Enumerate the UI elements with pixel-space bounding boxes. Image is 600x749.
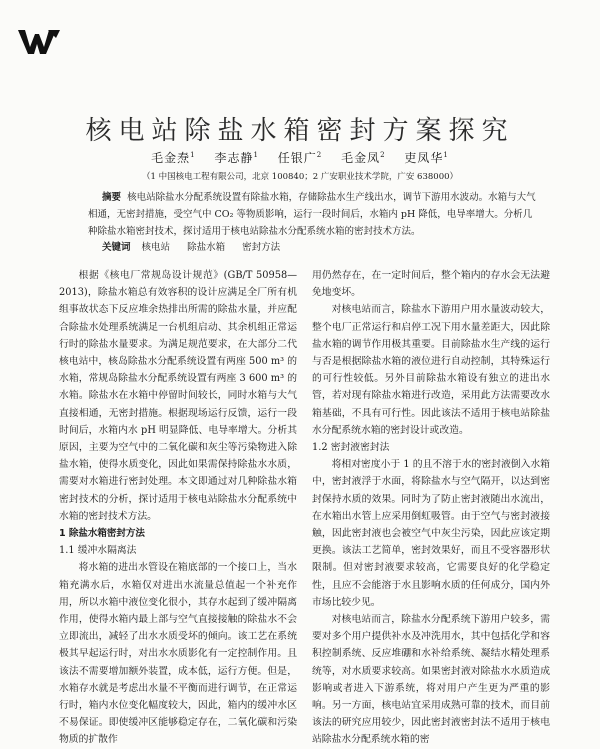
paper-title: 核电站除盐水箱密封方案探究 — [85, 116, 515, 146]
paragraph: 将相对密度小于 1 的且不溶于水的密封液倒入水箱中，密封液浮于水面，将除盐水与空气隔开，以达到密封保持水质的效果。同时为了防止密封液随出水流出，在水箱出水管上应采用倒虹吸管。由于空气与密封液接触，因此密封液也会被空气中灰尘污染，因此应该定期更换。该法工艺简单，密封效果好，而且不受容器形状限制。但对密封液要求较高，它需要良好的化学稳定性，且应不会能溶于水且影响水质的任何成分，国内外市场比较少见。 — [312, 459, 550, 608]
subsection-heading: 1.2 密封液密封法 — [312, 442, 390, 454]
section-heading: 1 除盐水箱密封方法 — [59, 528, 145, 540]
author-list — [0, 149, 600, 166]
left-column — [59, 267, 297, 749]
author: 毛金凤$^2$ — [341, 151, 386, 165]
author: 李志静$^1$ — [214, 151, 259, 165]
paragraph: 对核电站而言，除盐水下游用户用水量波动较大，整个电厂正常运行和启停工况下用水量差距大，因此除盐水箱的调节作用极其重要。目前除盐水生产线的运行与否是根据除盐水箱的液位进行自动控制，其特殊运行的可行性较低。另外目前除盐水箱设有独立的进出水管，若对现有除盐水箱进行改造，采用此方法需要改水箱基础，不具有可行性。因此该法不适用于核电站除盐水分配系统水箱的密封设计或改造。 — [312, 304, 550, 436]
keyword: 除盐水箱 — [187, 242, 226, 253]
keyword: 密封方法 — [242, 242, 281, 253]
journal-logo-icon — [18, 28, 60, 56]
abstract — [88, 189, 540, 240]
paragraph: 根据《核电厂常规岛设计规范》(GB/T 50958—2013)，除盐水箱总有效容积的设计应满足全厂所有机组事故状态下反应堆余热排出所需的除盐水量，并应配合除盐水处理系统满足一台机组启动、其余机组正常运行时的除盐水量要求。为满足规范要求，在大部分二代核电站中，核岛除盐水分配系统设置有两座 500 m³ 的水箱，常规岛除盐水分配系统设置有两座 3 600 m³ 的水箱。除盐水在水箱中停留时间较长，同时水箱与大气直接相通，无密封措施。根据现场运行反馈，运行一段时间后，水箱内水 pH 明显降低、电导率增大。分析其原因，主要为空气中的二氧化碳和灰尘等污染物进入除盐水箱，使得水质变化，因此如果需保持除盐水水质，需要对水箱进行密封处理。本文即通过对几种除盐水箱密封技术的分析，探讨适用于核电站除盐水分配系统中水箱的密封技术方法。 — [59, 270, 297, 522]
author: 吏凤华$^1$ — [404, 151, 449, 165]
keywords-label: 关键词 — [102, 242, 131, 253]
affiliation: （1 中国核电工程有限公司，北京 100840；2 广安职业技术学院，广安 638000） — [141, 172, 459, 182]
right-column — [312, 267, 550, 749]
paragraph: 用仍然存在，在一定时间后，整个箱内的存水会无法避免地变坏。 — [312, 270, 550, 299]
subsection-heading: 1.1 缓冲水隔离法 — [59, 545, 137, 557]
keyword: 核电站 — [141, 242, 171, 253]
author: 任银广$^2$ — [277, 151, 323, 165]
abstract-label: 摘要 — [102, 192, 122, 203]
author: 毛金焘$^1$ — [151, 151, 196, 165]
paragraph: 将水箱的进出水管设在箱底部的一个接口上，当水箱充满水后，水箱仅对进出水流量总值起一个补充作用，所以水箱中液位变化很小，其存水起到了缓冲隔离作用，使得水箱内最上部与空气直接接触的除盐水不会立即流出，减轻了出水水质受坏的倾向。该工艺在系统极其早起运行时，对出水水质影化有一定控制作用。且该法不需要增加额外装置，成本低，运行方便。但是，水箱存水就是考虑出水量不平衡而进行调节，在正常运行时，箱内水位变化幅度较大，因此，箱内的缓冲水区不易保证。即使缓冲区能够稳定存在，二氧化碳和污染物质的扩散作 — [59, 562, 297, 746]
abstract-text: 核电站除盐水分配系统设置有除盐水箱，存储除盐水生产线出水，调节下游用水波动。水箱与大气相通，无密封措施，受空气中 CO₂ 等物质影响，运行一段时间后，水箱内 pH 降低，电导率增大。分析几种除盐水箱密封技术，探讨适用于核电站除盐水分配系统水箱的密封技术方法。 — [88, 192, 536, 237]
paragraph: 对核电站而言，除盐水分配系统下游用户较多，需要对多个用户提供补水及冲洗用水，其中包括化学和容积控制系统、反应堆硼和水补给系统、凝结水精处理系统等，对水质要求较高。如果密封液对除盐水水质造成影响或者进入下游系统，将对用户产生更为严重的影响。另一方面，核电站宜采用成熟可靠的技术，而目前该法的研究应用较少，因此密封液密封法不适用于核电站除盐水分配系统水箱的密 — [312, 614, 550, 746]
keywords — [102, 239, 294, 253]
